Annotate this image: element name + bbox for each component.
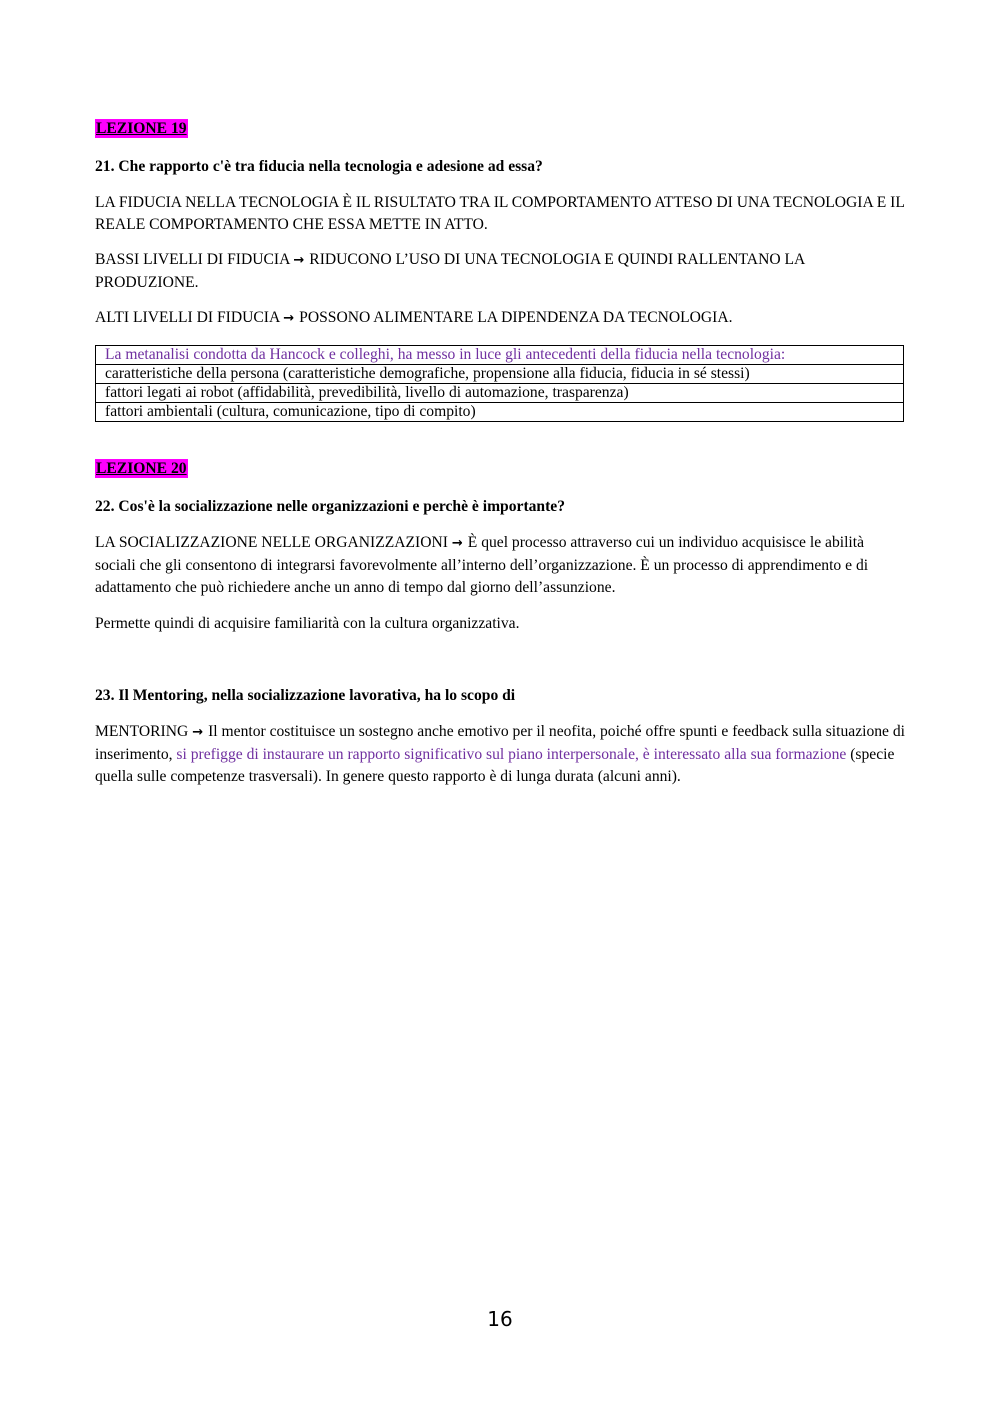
table-row: [96, 403, 904, 422]
lesson-20-tag: LEZIONE 20: [96, 460, 187, 477]
low-trust-paragraph: [95, 249, 905, 294]
table-cell: fattori legati ai robot (affidabilità, prevedibilità, livello di automazione, trasparenza): [96, 384, 904, 403]
question-23: 23. Il Mentoring, nella socializzazione lavorativa, ha lo scopo di: [95, 687, 516, 704]
arrow-right-icon: →: [293, 253, 305, 268]
low-trust-label: BASSI LIVELLI DI FIDUCIA: [95, 251, 290, 268]
table-row: [96, 384, 904, 403]
table-header-cell: La metanalisi condotta da Hancock e colleghi, ha messo in luce gli antecedenti della fiducia nella tecnologia:: [96, 346, 904, 365]
mentoring-highlight: si prefigge di instaurare un rapporto significativo sul piano interpersonale, è interessato alla sua formazione: [176, 746, 847, 763]
table-row: [96, 365, 904, 384]
antecedents-table: [95, 345, 904, 422]
mentoring-paragraph: [95, 721, 905, 788]
socialization-paragraph: [95, 532, 905, 599]
mentoring-text-a: Il mentor costituisce un sostegno anche emotivo per il neofita, poiché offre spunti e feedback sulla situazione di inserimento,: [95, 723, 905, 763]
table-cell: fattori ambientali (cultura, comunicazione, tipo di compito): [96, 403, 904, 422]
socialization-note: Permette quindi di acquisire familiarità con la cultura organizzativa.: [95, 615, 520, 632]
page-content: [95, 118, 905, 788]
mentoring-text-b: (specie quella sulle competenze trasversali). In genere questo rapporto è di lunga durata (alcuni anni).: [95, 746, 895, 785]
low-trust-text: RIDUCONO L’USO DI UNA TECNOLOGIA E QUINDI RALLENTANO LA PRODUZIONE.: [95, 251, 805, 291]
lesson-19-tag: LEZIONE 19: [96, 120, 187, 137]
question-22: 22. Cos'è la socializzazione nelle organizzazioni e perchè è importante?: [95, 498, 566, 515]
page-number: 16: [487, 1307, 513, 1331]
question-21: 21. Che rapporto c'è tra fiducia nella tecnologia e adesione ad essa?: [95, 158, 543, 175]
high-trust-label: ALTI LIVELLI DI FIDUCIA: [95, 309, 280, 326]
trust-definition: LA FIDUCIA NELLA TECNOLOGIA È IL RISULTATO TRA IL COMPORTAMENTO ATTESO DI UNA TECNOLOGIA E IL REALE COMPORTAMENTO CHE ESSA METTE IN ATTO.: [95, 194, 905, 233]
high-trust-text: POSSONO ALIMENTARE LA DIPENDENZA DA TECNOLOGIA.: [299, 309, 733, 326]
socialization-label: LA SOCIALIZZAZIONE NELLE ORGANIZZAZIONI: [95, 534, 448, 551]
arrow-right-icon: →: [451, 536, 463, 551]
arrow-right-icon: →: [192, 725, 204, 740]
table-row: [96, 346, 904, 365]
socialization-text: È quel processo attraverso cui un individuo acquisisce le abilità sociali che gli consentono di integrarsi favorevolmente all’interno dell’organizzazione. È un processo di apprendimento e di adattamento che può richiedere anche un anno di tempo dal giorno dell’assunzione.: [95, 534, 869, 596]
table-cell: caratteristiche della persona (caratteristiche demografiche, propensione alla fiducia, fiducia in sé stessi): [96, 365, 904, 384]
high-trust-paragraph: [95, 307, 905, 330]
mentoring-label: MENTORING: [95, 723, 189, 740]
arrow-right-icon: →: [283, 311, 295, 326]
